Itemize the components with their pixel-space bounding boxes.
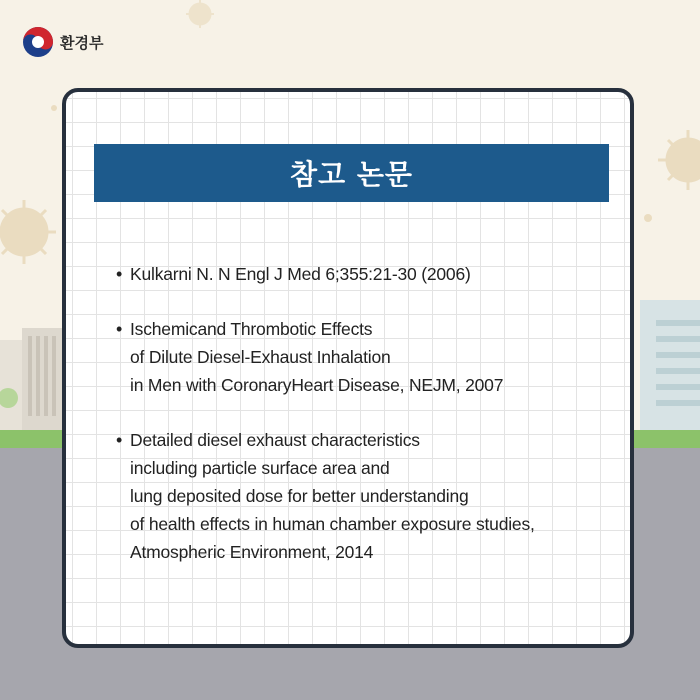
bullet-icon: • [116,319,123,339]
reference-line: of health effects in human chamber exposure studies, [130,514,535,534]
virus-icon [658,130,700,190]
org-name: 환경부 [60,33,104,52]
bullet-icon: • [116,264,123,284]
reference-line: of Dilute Diesel-Exhaust Inhalation [130,347,391,367]
virus-icon [0,200,56,264]
reference-text [130,315,503,399]
reference-item [116,426,616,566]
reference-line: in Men with CoronaryHeart Disease, NEJM, 2007 [130,375,504,395]
reference-line: including particle surface area and [130,458,390,478]
card-title: 참고 논문 [94,144,609,202]
reference-list [116,260,616,593]
reference-item [116,315,616,399]
reference-line: Ischemicand Thrombotic Effects [130,319,373,339]
reference-text [130,260,471,288]
dot [644,214,652,222]
reference-card [62,88,634,648]
reference-line: Detailed diesel exhaust characteristics [130,430,420,450]
building-right [640,300,700,432]
bullet-icon: • [116,430,123,450]
ministry-logo [22,26,103,58]
reference-text [130,426,535,566]
reference-line: Atmospheric Environment, 2014 [130,542,374,562]
virus-icon [186,0,214,28]
reference-line: lung deposited dose for better understanding [130,486,469,506]
taegeuk-emblem-icon [22,26,54,58]
dot [51,105,57,111]
reference-item [116,260,616,288]
reference-line: Kulkarni N. N Engl J Med 6;355:21-30 (2006) [130,264,471,284]
